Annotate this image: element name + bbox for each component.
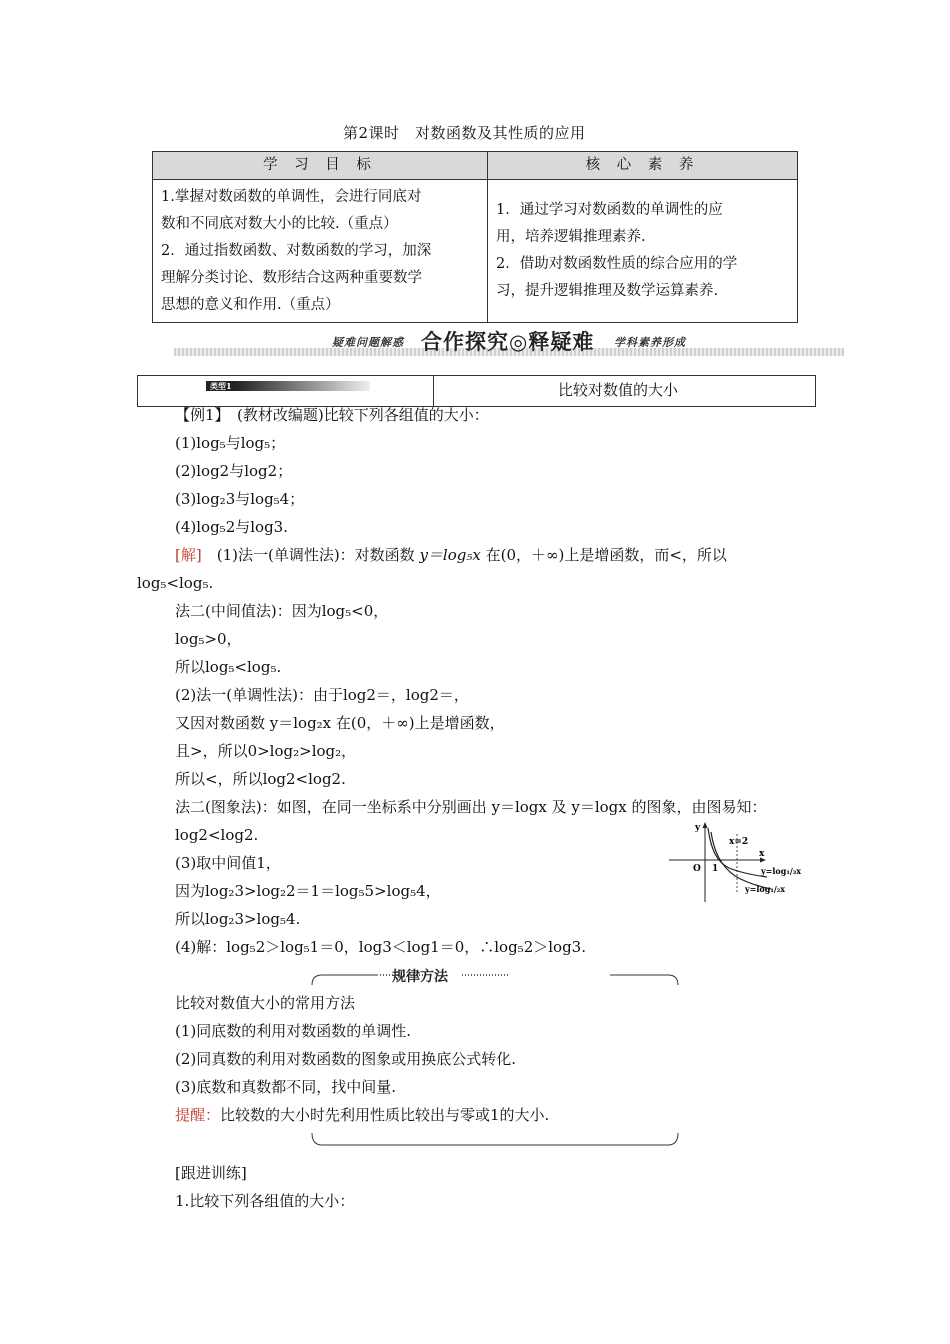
graph-one-label: 1 (712, 864, 719, 874)
graph-curve-1-label: y=log₁/₃x (761, 866, 802, 876)
page-title: 第2课时 对数函数及其性质的应用 (343, 124, 586, 142)
log-graph (667, 820, 817, 905)
rules-line: 比较对数值大小的常用方法 (175, 994, 356, 1012)
goal-line: 2．通过指数函数、对数函数的学习，加深 (161, 242, 432, 259)
literacy-line: 用，培养逻辑推理素养. (496, 229, 646, 245)
graph-curve-2-label: y=log₁/₂x (745, 884, 786, 894)
graph-x-label: x (759, 849, 765, 859)
goals-table (152, 151, 798, 323)
solution-line: (4)解：log₅2＞log₅1＝0，log3＜log1＝0，∴log₅2＞log3. (175, 938, 586, 956)
goals-right-cell (488, 180, 798, 323)
type-heading-box (137, 375, 816, 407)
frame-bottom (312, 1133, 678, 1145)
practice-question: 1.比较下列各组值的大小： (175, 1192, 355, 1210)
graph-vline-label: x=2 (729, 837, 749, 847)
banner-right-label: 学科素养形成 (614, 336, 686, 349)
solution-line: 所以log₅<log₅. (175, 658, 282, 676)
rules-line: (1)同底数的利用对数函数的单调性. (175, 1022, 412, 1040)
type-title: 比较对数值的大小 (558, 381, 679, 399)
example-item: (1)log₅与log₅； (175, 434, 286, 452)
tip-label: 提醒： (175, 1106, 221, 1124)
solution-text: (1)法一(单调性法)：对数函数 (201, 546, 415, 564)
solution-line: 且>，所以0>log₂>log₂， (175, 742, 357, 760)
solution-line: 又因对数函数 y＝log₂x 在(0，＋∞)上是增函数， (175, 714, 505, 732)
solution-text: 在(0，＋∞)上是增函数，而<，所以 (485, 546, 727, 564)
solution-line: log₅>0， (175, 630, 242, 648)
solution-line: 所以log₂3>log₅4. (175, 910, 301, 928)
solution-line: 所以<，所以log2<log2. (175, 770, 346, 788)
solution-line: 法二(中间值法)：因为log₅<0， (175, 602, 389, 620)
goal-line: 1.掌握对数函数的单调性，会进行同底对 (161, 188, 422, 205)
literacy-line: 习，提升逻辑推理及数学运算素养. (496, 283, 719, 299)
goals-header-right: 核 心 素 养 (488, 152, 798, 180)
example-item: (2)log2与log2； (175, 462, 293, 480)
graph-y-label: y (695, 823, 701, 833)
type-tag: 类型1 (206, 381, 370, 391)
frame-top-left (312, 975, 378, 985)
graph-y-arrow (703, 822, 708, 828)
example-heading: 【例1】 (教材改编题)比较下列各组值的大小： (175, 406, 489, 424)
solution-line: 因为log₂3>log₂2＝1＝log₅5>log₅4， (175, 882, 441, 900)
type-divider (433, 376, 434, 406)
section-banner (174, 326, 844, 362)
solution-label: [解] (175, 546, 202, 564)
banner-main-title: 合作探究◎释疑难 (421, 330, 595, 354)
example-item: (3)log₂3与log₅4； (175, 490, 305, 508)
frame-top-right (610, 975, 678, 985)
function-expression: y＝log₅x (414, 546, 486, 564)
rules-line: (3)底数和真数都不同，找中间量. (175, 1078, 397, 1096)
solution-line: 法二(图象法)：如图，在同一坐标系中分别画出 y＝logx 及 y＝logx 的图象，由图易知： (175, 798, 767, 816)
practice-heading: [跟进训练] (175, 1164, 247, 1182)
goals-left-cell (153, 180, 488, 323)
goal-line: 理解分类讨论、数形结合这两种重要数学 (161, 269, 422, 286)
solution-line-2: log₅<log₅. (137, 574, 214, 592)
graph-origin-label: O (693, 864, 701, 874)
goal-line: 数和不同底对数大小的比较.（重点） (161, 215, 398, 232)
solution-line-1 (175, 545, 727, 565)
solution-line: (3)取中间值1， (175, 854, 281, 872)
goal-line: 思想的意义和作用.（重点） (161, 296, 340, 313)
example-item: (4)log₅2与log3. (175, 518, 288, 536)
banner-left-label: 疑难问题解惑 (332, 336, 404, 349)
rules-line: (2)同真数的利用对数函数的图象或用换底公式转化. (175, 1050, 517, 1068)
solution-line: (2)法一(单调性法)：由于log2＝，log2＝， (175, 686, 469, 704)
literacy-line: 1．通过学习对数函数的单调性的应 (496, 202, 723, 218)
literacy-line: 2．借助对数函数性质的综合应用的学 (496, 256, 738, 272)
tip-text: 比较数的大小时先利用性质比较出与零或1的大小. (220, 1106, 550, 1124)
rules-heading: 规律方法 (392, 969, 448, 985)
rules-tip (175, 1105, 549, 1125)
solution-line: log2<log2. (175, 826, 259, 844)
goals-header-left: 学 习 目 标 (153, 152, 488, 180)
